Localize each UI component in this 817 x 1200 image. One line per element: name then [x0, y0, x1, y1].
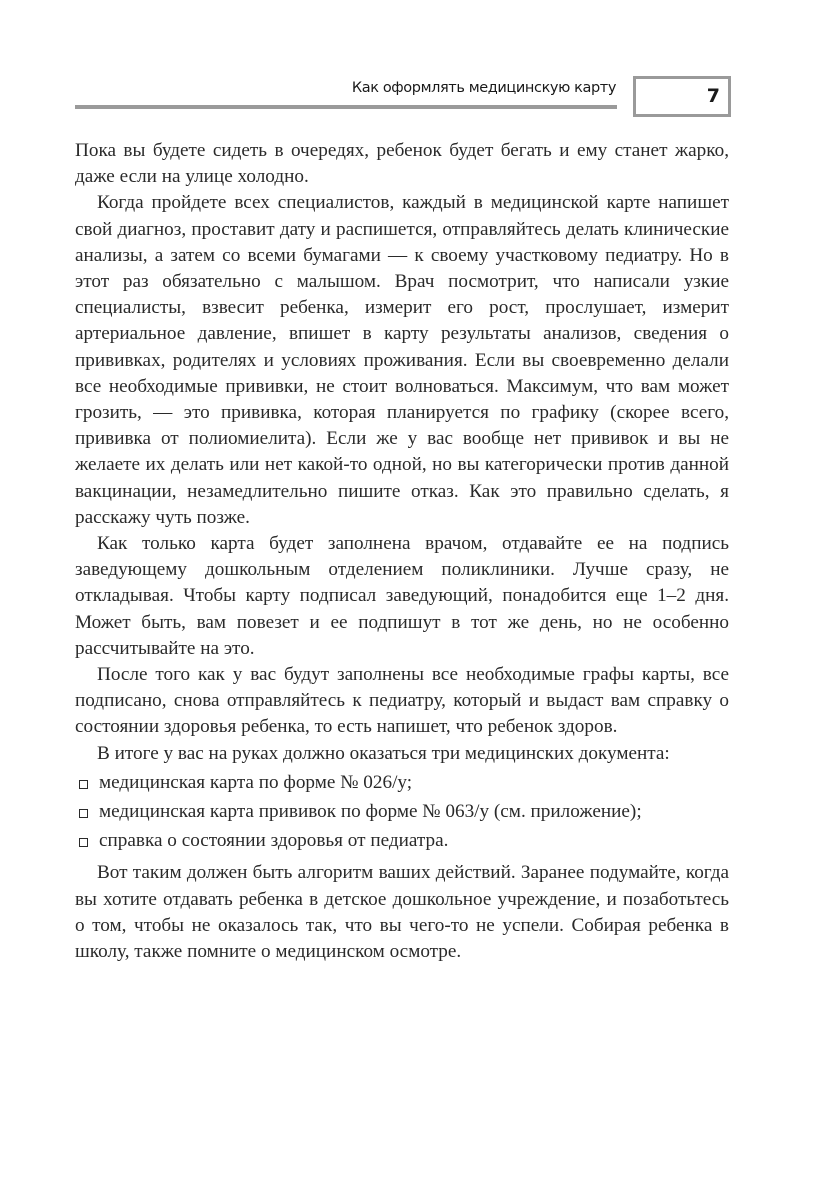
- document-list: [75, 770, 729, 855]
- paragraph: Когда пройдете всех специалистов, каждый в медицинской карте напишет свой диагноз, проставит дату и распишется, отправляйтесь делать клинические анализы, а затем со всеми бумагами — к своему участковому педиатру. Но в этот раз обязательно с малышом. Врач посмотрит, что написали узкие специалисты, взвесит ребенка, измерит его рост, прослушает, измерит артериальное давление, впишет в карту результаты анализов, сведения о прививках, родителях и условиях проживания. Если вы своевременно делали все необходимые прививки, не стоит волноваться. Максимум, что вам может грозить, — это прививка, которая планируется по графику (скорее всего, прививка от полиомиелита). Если же у вас вообще нет прививок и вы не желаете их делать или нет какой-то одной, но вы категорически против данной вакцинации, незамедлительно пишите отказ. Как это правильно сделать, я расскажу чуть позже.: [75, 192, 729, 528]
- paragraph: После того как у вас будут заполнены все необходимые графы карты, все подписано, снова отправляйтесь к педиатру, который и выдаст вам справку о состоянии здоровья ребенка, то есть напишет, что ребенок здоров.: [75, 664, 729, 738]
- page-number: 7: [706, 85, 720, 107]
- paragraph: Как только карта будет заполнена врачом, отдавайте ее на подпись заведующему дошкольным отделением поликлиники. Лучше сразу, не откладывая. Чтобы карту подписал заведующий, понадобится еще 1–2 дня. Может быть, вам повезет и ее подпишут в тот же день, но не особенно рассчитывайте на это.: [75, 533, 729, 659]
- list-item: [75, 828, 729, 854]
- paragraph: В итоге у вас на руках должно оказаться три медицинских документа:: [97, 742, 670, 764]
- closing-paragraph: Вот таким должен быть алгоритм ваших действий. Заранее подумайте, когда вы хотите отдавать ребенка в детское дошкольное учреждение, и позаботьтесь о том, чтобы не оказалось так, что вы чего-то не успели. Собирая ребенка в школу, также помните о медицинском осмотре.: [75, 862, 729, 963]
- list-item-text: медицинская карта по форме № 026/у;: [99, 771, 413, 793]
- list-item: [75, 770, 729, 796]
- header-rule: [75, 105, 617, 109]
- square-bullet-icon: [79, 838, 88, 847]
- paragraph: Пока вы будете сидеть в очередях, ребенок будет бегать и ему станет жарко, даже если на улице холодно.: [75, 140, 729, 188]
- page-number-box: [633, 76, 731, 117]
- list-item: [75, 799, 729, 825]
- square-bullet-icon: [79, 809, 88, 818]
- square-bullet-icon: [79, 780, 88, 789]
- list-item-text: справка о состоянии здоровья от педиатра.: [99, 830, 449, 852]
- list-item-text: медицинская карта прививок по форме № 063/у (см. приложение);: [99, 801, 642, 823]
- running-title: Как оформлять медицинскую карту: [351, 80, 616, 96]
- body-text: [75, 138, 729, 965]
